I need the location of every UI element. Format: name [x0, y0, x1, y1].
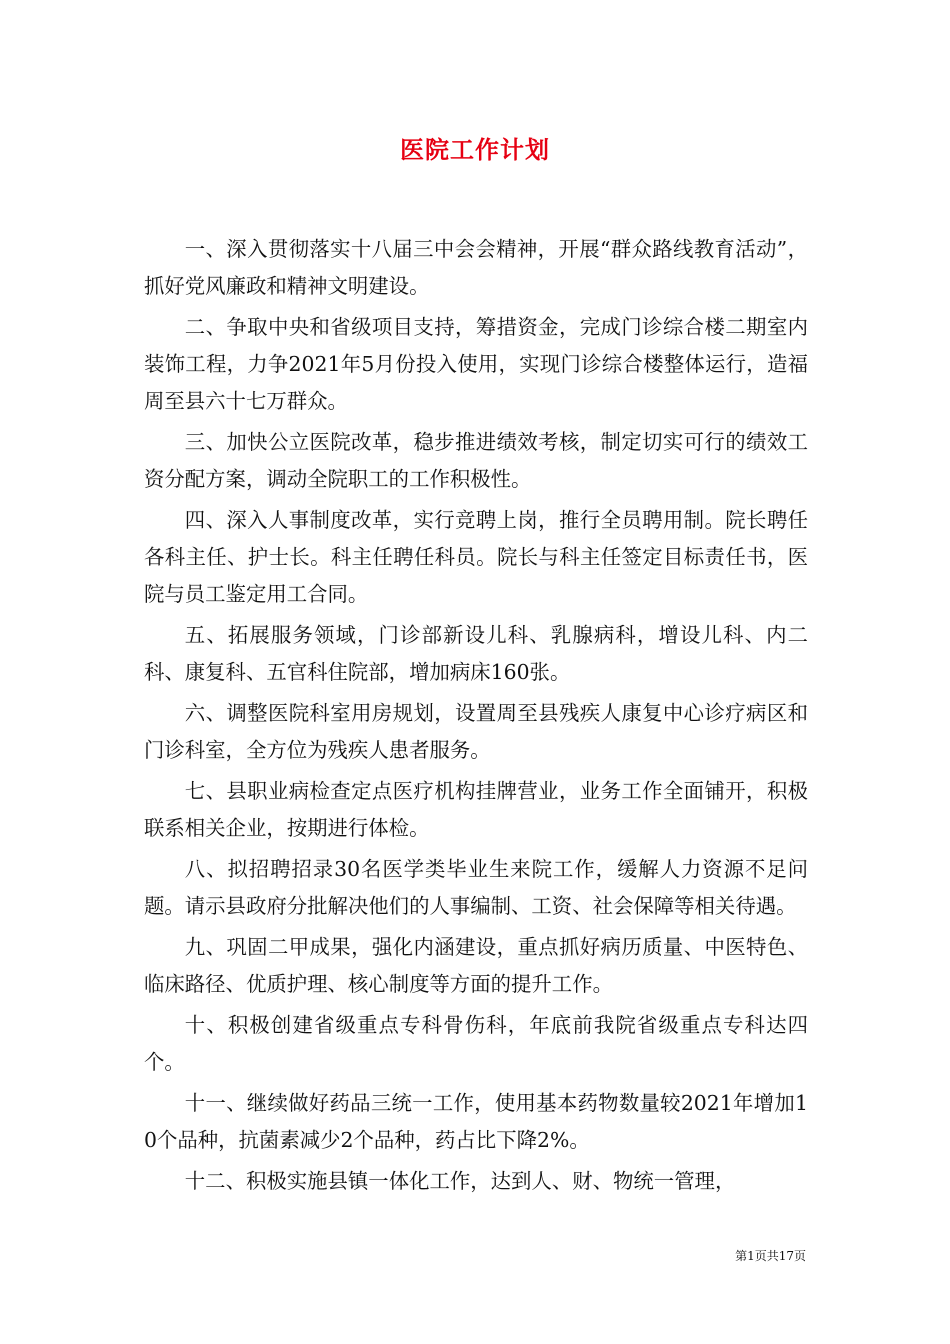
page-number: 第1页共17页 — [735, 1249, 806, 1263]
paragraph-7: 七、县职业病检查定点医疗机构挂牌营业，业务工作全面铺开，积极联系相关企业，按期进行体检。 — [144, 779, 808, 840]
paragraph-1: 一、深入贯彻落实十八届三中会会精神，开展“群众路线教育活动”，抓好党风廉政和精神文明建设。 — [144, 237, 808, 298]
paragraph-10: 十、积极创建省级重点专科骨伤科，年底前我院省级重点专科达四个。 — [144, 1013, 808, 1074]
paragraph-8: 八、拟招聘招录30名医学类毕业生来院工作，缓解人力资源不足问题。请示县政府分批解决他们的人事编制、工资、社会保障等相关待遇。 — [144, 857, 808, 918]
document-body — [144, 231, 808, 1204]
paragraph-9: 九、巩固二甲成果，强化内涵建设，重点抓好病历质量、中医特色、临床路径、优质护理、核心制度等方面的提升工作。 — [144, 935, 808, 996]
document-title: 医院工作计划 — [400, 135, 550, 164]
paragraph-5: 五、拓展服务领域，门诊部新设儿科、乳腺病科，增设儿科、内二科、康复科、五官科住院部，增加病床160张。 — [144, 623, 808, 684]
paragraph-12: 十二、积极实施县镇一体化工作，达到人、财、物统一管理， — [184, 1169, 736, 1193]
paragraph-4: 四、深入人事制度改革，实行竞聘上岗，推行全员聘用制。院长聘任各科主任、护士长。科主任聘任科员。院长与科主任签定目标责任书，医院与员工鉴定用工合同。 — [144, 508, 808, 606]
paragraph-3: 三、加快公立医院改革，稳步推进绩效考核，制定切实可行的绩效工资分配方案，调动全院职工的工作积极性。 — [144, 430, 808, 491]
paragraph-6: 六、调整医院科室用房规划，设置周至县残疾人康复中心诊疗病区和门诊科室，全方位为残疾人患者服务。 — [144, 701, 808, 762]
paragraph-11: 十一、继续做好药品三统一工作，使用基本药物数量较2021年增加10个品种，抗菌素减少2个品种，药占比下降2%。 — [144, 1091, 808, 1152]
paragraph-2: 二、争取中央和省级项目支持，筹措资金，完成门诊综合楼二期室内装饰工程，力争2021年5月份投入使用，实现门诊综合楼整体运行，造福周至县六十七万群众。 — [144, 315, 808, 413]
